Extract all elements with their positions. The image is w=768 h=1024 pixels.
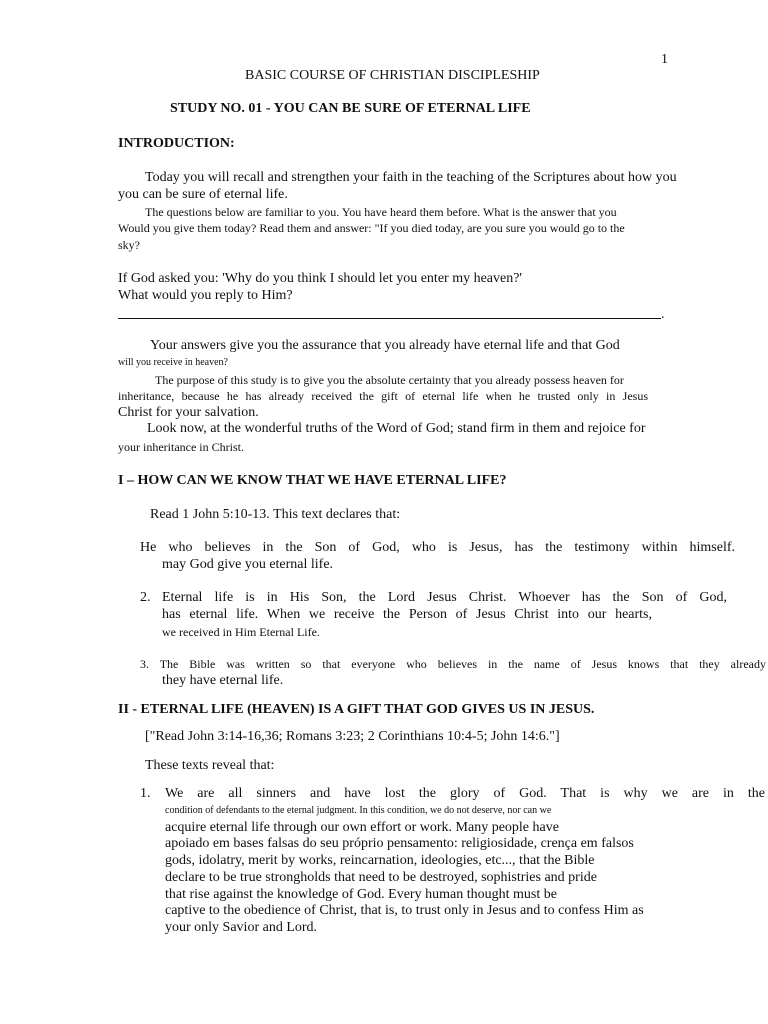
section-1-read: Read 1 John 5:10-13. This text declares that: <box>150 507 401 522</box>
intro-heading: INTRODUCTION: <box>118 136 235 151</box>
section-2-refs: ["Read John 3:14-16,36; Romans 3:23; 2 Corinthians 10:4-5; John 14:6."] <box>145 729 560 744</box>
page-number: 1 <box>661 52 668 67</box>
answer-line-end: . <box>661 307 665 322</box>
section-1-heading: I – HOW CAN WE KNOW THAT WE HAVE ETERNAL LIFE? <box>118 473 507 488</box>
answer-line <box>118 318 661 319</box>
study-title: STUDY NO. 01 - YOU CAN BE SURE OF ETERNAL LIFE <box>170 101 531 116</box>
section-2-reveal: These texts reveal that: <box>145 758 275 773</box>
section-2-heading: II - ETERNAL LIFE (HEAVEN) IS A GIFT THAT GOD GIVES US IN JESUS. <box>118 702 595 717</box>
course-title: BASIC COURSE OF CHRISTIAN DISCIPLESHIP <box>245 68 540 83</box>
